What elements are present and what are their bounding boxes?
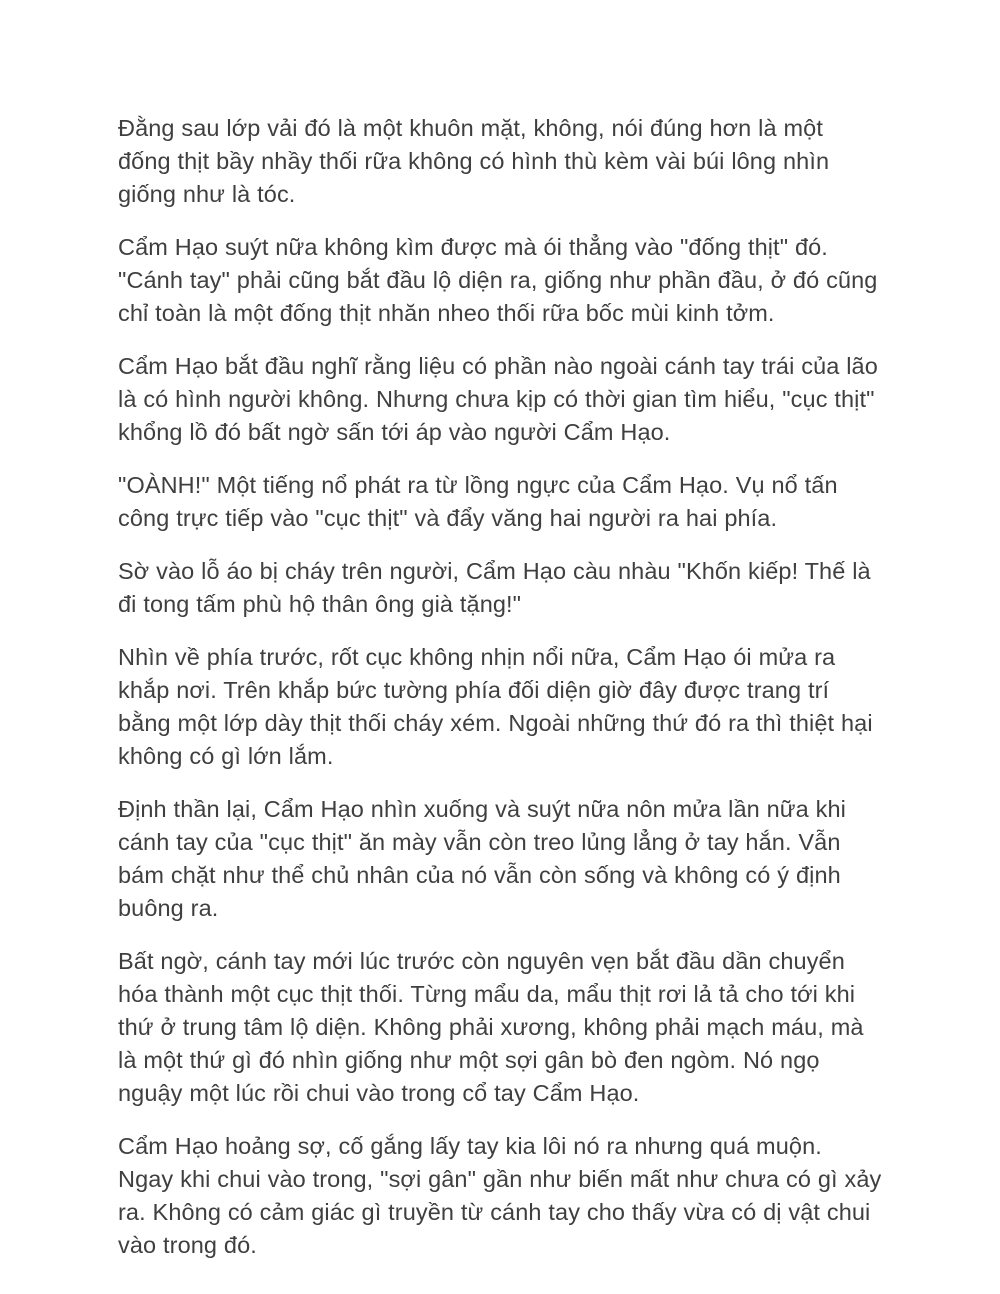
paragraph-1: Đằng sau lớp vải đó là một khuôn mặt, không, nói đúng hơn là một đống thịt bầy nhầy thối rữa không có hình thù kèm vài búi lông nhìn giống như là tóc.: [118, 115, 836, 207]
paragraph-5: Sờ vào lỗ áo bị cháy trên người, Cẩm Hạo càu nhàu "Khốn kiếp! Thế là đi tong tấm phù hộ thân ông già tặng!": [118, 558, 878, 617]
paragraph-8: Bất ngờ, cánh tay mới lúc trước còn nguyên vẹn bắt đầu dần chuyển hóa thành một cục thịt thối. Từng mẩu da, mẩu thịt rơi lả tả cho tới khi thứ ở trung tâm lộ diện. Không phải xương, không phải mạch máu, mà là một thứ gì đó nhìn giống như một sợi gân bò đen ngòm. Nó ngọ nguậy một lúc rồi chui vào trong cổ tay Cẩm Hạo.: [118, 948, 871, 1106]
paragraph-3: Cẩm Hạo bắt đầu nghĩ rằng liệu có phần nào ngoài cánh tay trái của lão là có hình người không. Nhưng chưa kịp có thời gian tìm hiểu, "cục thịt" khổng lồ đó bất ngờ sấn tới áp vào người Cẩm Hạo.: [118, 353, 885, 445]
paragraph-6: Nhìn về phía trước, rốt cục không nhịn nổi nữa, Cẩm Hạo ói mửa ra khắp nơi. Trên khắp bức tường phía đối diện giờ đây được trang trí bằng một lớp dày thịt thối cháy xém. Ngoài những thứ đó ra thì thiệt hại không có gì lớn lắm.: [118, 644, 880, 769]
paragraph-9: Cẩm Hạo hoảng sợ, cố gắng lấy tay kia lôi nó ra nhưng quá muộn. Ngay khi chui vào trong, "sợi gân" gần như biến mất như chưa có gì xảy ra. Không có cảm giác gì truyền từ cánh tay cho thấy vừa có dị vật chui vào trong đó.: [118, 1133, 889, 1258]
paragraph-4: "OÀNH!" Một tiếng nổ phát ra từ lồng ngực của Cẩm Hạo. Vụ nổ tấn công trực tiếp vào "cục thịt" và đẩy văng hai người ra hai phía.: [118, 472, 845, 531]
document-text-column: [118, 112, 889, 1262]
paragraph-7: Định thần lại, Cẩm Hạo nhìn xuống và suýt nữa nôn mửa lần nữa khi cánh tay của "cục thịt" ăn mày vẫn còn treo lủng lẳng ở tay hắn. Vẫn bám chặt như thể chủ nhân của nó vẫn còn sống và không có ý định buông ra.: [118, 796, 853, 921]
paragraph-2: Cẩm Hạo suýt nữa không kìm được mà ói thẳng vào "đống thịt" đó. "Cánh tay" phải cũng bắt đầu lộ diện ra, giống như phần đầu, ở đó cũng chỉ toàn là một đống thịt nhăn nheo thối rữa bốc mùi kinh tởm.: [118, 234, 885, 326]
